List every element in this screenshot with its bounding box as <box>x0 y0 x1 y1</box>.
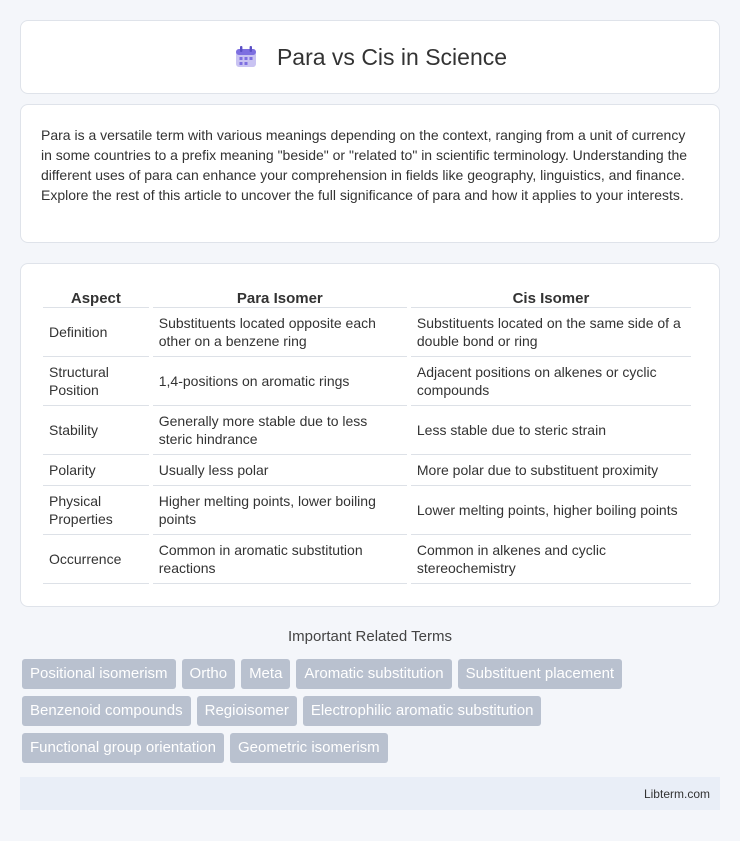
related-term-tag[interactable]: Ortho <box>182 659 236 689</box>
table-cell-cis: Lower melting points, higher boiling points <box>411 486 691 535</box>
table-row <box>43 406 691 455</box>
footer-site-link[interactable]: Libterm.com <box>643 786 710 801</box>
intro-card <box>20 104 720 243</box>
table-cell-cis: Substituents located on the same side of a double bond or ring <box>411 308 691 357</box>
header-cis-isomer: Cis Isomer <box>411 286 691 308</box>
related-term-tag[interactable]: Benzenoid compounds <box>22 696 191 726</box>
table-row <box>43 486 691 535</box>
related-term-tag[interactable]: Functional group orientation <box>22 733 224 763</box>
table-cell-para: Generally more stable due to less steric hindrance <box>153 406 407 455</box>
table-header-row <box>43 286 691 308</box>
table-cell-para: 1,4-positions on aromatic rings <box>153 357 407 406</box>
related-term-tag[interactable]: Substituent placement <box>458 659 622 689</box>
table-row <box>43 357 691 406</box>
related-term-tag[interactable]: Positional isomerism <box>22 659 176 689</box>
related-term-tag[interactable]: Aromatic substitution <box>296 659 451 689</box>
comparison-table-card <box>20 263 720 607</box>
table-cell-cis: Common in alkenes and cyclic stereochemistry <box>411 535 691 584</box>
footer <box>20 777 720 810</box>
table-cell-aspect: Polarity <box>43 455 149 486</box>
comparison-table <box>39 286 695 584</box>
table-row <box>43 455 691 486</box>
related-term-tag[interactable]: Meta <box>241 659 290 689</box>
header-para-isomer: Para Isomer <box>153 286 407 308</box>
page-title: Para vs Cis in Science <box>276 43 508 70</box>
table-cell-para: Substituents located opposite each other on a benzene ring <box>153 308 407 357</box>
table-cell-aspect: Definition <box>43 308 149 357</box>
related-terms-list <box>22 659 722 763</box>
table-cell-para: Common in aromatic substitution reactions <box>153 535 407 584</box>
related-term-tag[interactable]: Regioisomer <box>197 696 297 726</box>
table-cell-aspect: Stability <box>43 406 149 455</box>
title-wrap <box>233 44 507 71</box>
table-cell-para: Usually less polar <box>153 455 407 486</box>
table-cell-aspect: Structural Position <box>43 357 149 406</box>
header-aspect: Aspect <box>43 286 149 308</box>
table-cell-cis: More polar due to substituent proximity <box>411 455 691 486</box>
related-term-tag[interactable]: Geometric isomerism <box>230 733 388 763</box>
table-cell-para: Higher melting points, lower boiling points <box>153 486 407 535</box>
table-row <box>43 308 691 357</box>
table-cell-aspect: Physical Properties <box>43 486 149 535</box>
title-card <box>20 20 720 94</box>
table-cell-aspect: Occurrence <box>43 535 149 584</box>
related-terms-title: Important Related Terms <box>288 628 452 645</box>
table-row <box>43 535 691 584</box>
related-term-tag[interactable]: Electrophilic aromatic substitution <box>303 696 542 726</box>
table-cell-cis: Less stable due to steric strain <box>411 406 691 455</box>
intro-paragraph: Para is a versatile term with various meanings depending on the context, ranging from a unit of currency in some countries to a prefix meaning "beside" or "related to" in scientific terminology. Understanding the different uses of para can enhance your comprehension in fields like geography, linguistics, and finance. Explore the rest of this article to uncover the full significance of para and how it applies to your interests. <box>41 127 688 203</box>
calendar-icon <box>233 44 259 70</box>
table-cell-cis: Adjacent positions on alkenes or cyclic compounds <box>411 357 691 406</box>
